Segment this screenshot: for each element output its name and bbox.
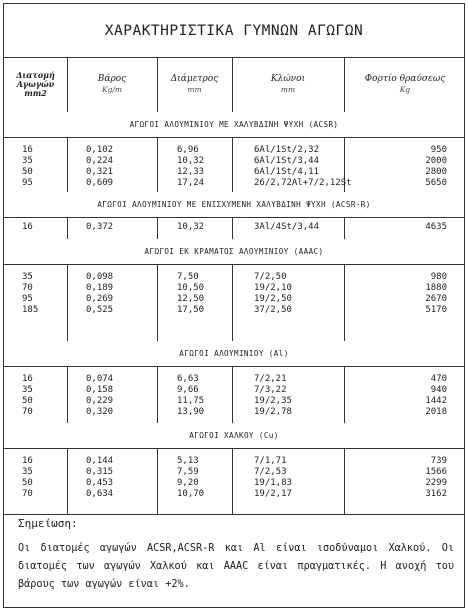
cell-diameter: 9,66 — [177, 385, 199, 395]
cell-load: 5650 — [425, 178, 447, 188]
cell-strands: 6Al/1St/3,44 — [254, 156, 320, 166]
table-row — [4, 407, 464, 418]
cell-section: 185 — [22, 305, 39, 315]
cell-diameter: 13,90 — [177, 407, 205, 417]
cell-diameter: 6,63 — [177, 374, 199, 384]
cell-load: 739 — [430, 456, 447, 466]
header-weight-unit: Kg/m — [101, 85, 123, 94]
cell-load: 5170 — [425, 305, 447, 315]
table-row — [4, 156, 464, 167]
cell-weight: 0,453 — [86, 478, 114, 488]
cell-strands: 19/2,78 — [254, 407, 292, 417]
cell-load: 2000 — [425, 156, 447, 166]
cell-strands: 19/2,50 — [254, 294, 292, 304]
cell-weight: 0,102 — [86, 145, 114, 155]
cell-weight: 0,224 — [86, 156, 114, 166]
cell-section: 50 — [22, 396, 33, 406]
header-diameter — [157, 57, 232, 112]
cell-load: 940 — [430, 385, 447, 395]
cell-section: 50 — [22, 478, 33, 488]
page-title: ΧΑΡΑΚΤΗΡΙΣΤΙΚΑ ΓΥΜΝΩΝ ΑΓΩΓΩΝ — [4, 4, 464, 58]
cell-strands: 7/2,50 — [254, 272, 287, 282]
cell-strands: 7/3,22 — [254, 385, 287, 395]
cell-diameter: 10,70 — [177, 489, 205, 499]
cell-load: 4635 — [425, 222, 447, 232]
cell-section: 70 — [22, 283, 33, 293]
section-title: ΑΓΩΓΟΙ ΑΛΟΥΜΙΝΙΟΥ ΜΕ ΕΝΙΣΧΥΜΕΝΗ ΧΑΛΥΒΔΙΝΗ ΨΥΧΗ (ACSR-R) — [4, 192, 464, 218]
cell-diameter: 12,50 — [177, 294, 205, 304]
section-data-block — [4, 448, 464, 515]
cell-strands: 19/2,10 — [254, 283, 292, 293]
cell-section: 95 — [22, 178, 33, 188]
cell-weight: 0,229 — [86, 396, 114, 406]
cell-section: 16 — [22, 456, 33, 466]
cell-load: 2299 — [425, 478, 447, 488]
table-row — [4, 272, 464, 283]
cell-strands: 7/2,53 — [254, 467, 287, 477]
cell-weight: 0,609 — [86, 178, 114, 188]
header-load-unit: Kg — [399, 85, 411, 94]
cell-strands: 37/2,50 — [254, 305, 292, 315]
cell-weight: 0,189 — [86, 283, 114, 293]
section-data-block — [4, 264, 464, 342]
cell-section: 50 — [22, 167, 33, 177]
section-title: ΑΓΩΓΟΙ ΑΛΟΥΜΙΝΙΟΥ (Al) — [4, 341, 464, 367]
cell-weight: 0,525 — [86, 305, 114, 315]
cell-weight: 0,158 — [86, 385, 114, 395]
cell-weight: 0,315 — [86, 467, 114, 477]
header-load — [344, 57, 466, 112]
cell-diameter: 10,32 — [177, 222, 205, 232]
cell-section: 70 — [22, 489, 33, 499]
cell-load: 950 — [430, 145, 447, 155]
cell-diameter: 5,13 — [177, 456, 199, 466]
note-text: Οι διατομές αγωγών ACSR,ACSR-R και Al είναι ισοδύναμοι Χαλκού. Οι διατομές των αγωγών Χαλκού και AAAC είναι πραγματικές. Η ανοχή του βάρους των αγωγών είναι +2%. — [18, 543, 454, 590]
table-row — [4, 456, 464, 467]
header-strands-unit: mm — [280, 85, 296, 94]
cell-load: 3162 — [425, 489, 447, 499]
table-row — [4, 396, 464, 407]
cell-diameter: 17,50 — [177, 305, 205, 315]
table-header — [4, 57, 464, 113]
table-row — [4, 294, 464, 305]
table-row — [4, 478, 464, 489]
header-diameter-unit: mm — [187, 85, 202, 94]
header-diameter-label: Διάμετρος — [170, 74, 219, 84]
cell-diameter: 10,50 — [177, 283, 205, 293]
header-weight-label: Βάρος — [97, 74, 127, 84]
table-row — [4, 222, 464, 233]
cell-diameter: 7,50 — [177, 272, 199, 282]
cell-weight: 0,634 — [86, 489, 114, 499]
cell-load: 1880 — [425, 283, 447, 293]
cell-strands: 26/2,72Al+7/2,12St — [254, 178, 352, 188]
cell-section: 35 — [22, 467, 33, 477]
table-row — [4, 305, 464, 316]
cell-section: 16 — [22, 374, 33, 384]
cell-section: 35 — [22, 272, 33, 282]
table-row — [4, 178, 464, 189]
cell-section: 16 — [22, 222, 33, 232]
cell-diameter: 6,96 — [177, 145, 199, 155]
cell-section: 70 — [22, 407, 33, 417]
cell-load: 980 — [430, 272, 447, 282]
table-row — [4, 167, 464, 178]
header-load-label: Φορτίο θραύσεως — [364, 74, 446, 84]
cell-diameter: 11,75 — [177, 396, 205, 406]
cell-section: 16 — [22, 145, 33, 155]
header-strands — [232, 57, 344, 112]
cell-load: 2018 — [425, 407, 447, 417]
cell-strands: 19/2,17 — [254, 489, 292, 499]
cell-weight: 0,269 — [86, 294, 114, 304]
table-row — [4, 385, 464, 396]
table-row — [4, 467, 464, 478]
cell-load: 2800 — [425, 167, 447, 177]
cell-weight: 0,074 — [86, 374, 114, 384]
header-strands-label: Κλώνοι — [270, 74, 306, 84]
cell-strands: 6Al/1St/2,32 — [254, 145, 320, 155]
cell-weight: 0,321 — [86, 167, 114, 177]
note-title: Σημείωση: — [18, 517, 78, 530]
table-row — [4, 283, 464, 294]
cell-load: 2670 — [425, 294, 447, 304]
cell-strands: 19/1,83 — [254, 478, 292, 488]
conductor-characteristics-table — [3, 3, 465, 608]
section-title: ΑΓΩΓΟΙ ΑΛΟΥΜΙΝΙΟΥ ΜΕ ΧΑΛΥΒΔΙΝΗ ΨΥΧΗ (ACSR) — [4, 112, 464, 138]
cell-section: 35 — [22, 156, 33, 166]
cell-weight: 0,144 — [86, 456, 114, 466]
table-row — [4, 145, 464, 156]
cell-diameter: 12,33 — [177, 167, 205, 177]
cell-section: 95 — [22, 294, 33, 304]
cell-load: 1442 — [425, 396, 447, 406]
cell-diameter: 7,59 — [177, 467, 199, 477]
cell-weight: 0,098 — [86, 272, 114, 282]
table-row — [4, 374, 464, 385]
table-row — [4, 489, 464, 500]
cell-weight: 0,372 — [86, 222, 114, 232]
header-weight — [67, 57, 157, 112]
header-section — [4, 57, 67, 112]
cell-load: 470 — [430, 374, 447, 384]
cell-strands: 7/2,21 — [254, 374, 287, 384]
section-title: ΑΓΩΓΟΙ ΧΑΛΚΟΥ (Cu) — [4, 423, 464, 449]
cell-strands: 7/1,71 — [254, 456, 287, 466]
section-data-block — [4, 366, 464, 424]
cell-strands: 6Al/1St/4,11 — [254, 167, 320, 177]
section-data-block — [4, 137, 464, 193]
cell-weight: 0,320 — [86, 407, 114, 417]
header-section-label: Διατομή Αγωγών mm2 — [16, 70, 55, 98]
cell-load: 1566 — [425, 467, 447, 477]
section-title: ΑΓΩΓΟΙ ΕΚ ΚΡΑΜΑΤΟΣ ΑΛΟΥΜΙΝΙΟΥ (AAAC) — [4, 239, 464, 265]
cell-diameter: 10,32 — [177, 156, 205, 166]
cell-diameter: 9,20 — [177, 478, 199, 488]
section-data-block — [4, 217, 464, 240]
cell-section: 35 — [22, 385, 33, 395]
cell-diameter: 17,24 — [177, 178, 205, 188]
cell-strands: 19/2,35 — [254, 396, 292, 406]
cell-strands: 3Al/4St/3,44 — [254, 222, 320, 232]
